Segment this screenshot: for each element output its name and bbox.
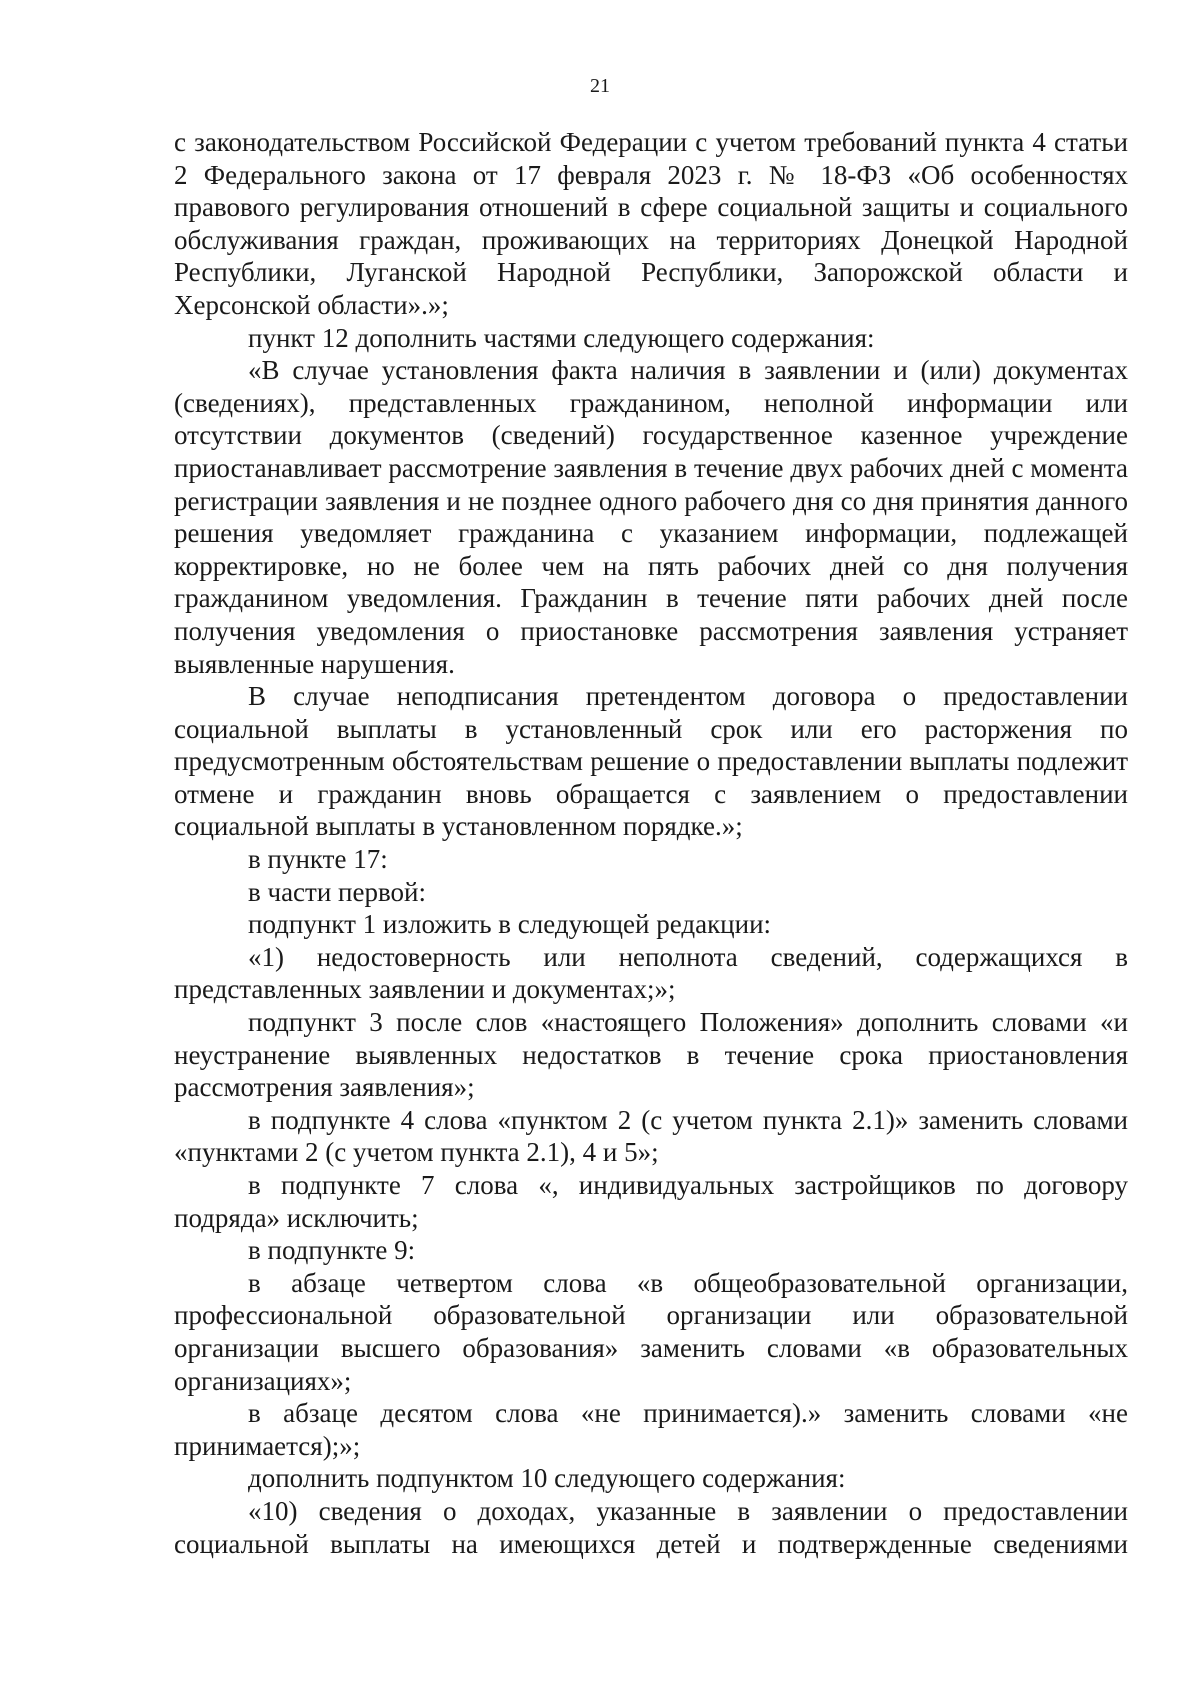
paragraph: В случае неподписания претендентом договора о предоставлении социальной выплаты в установленный срок или его расторжения по предусмотренным обстоятельствам решение о предоставлении выплаты подлежит отмене и гражданин вновь обращается с заявлением о предоставлении социальной выплаты в установленном порядке.»; [174,681,1128,842]
paragraph: подпункт 1 изложить в следующей редакции: [248,909,772,940]
paragraph: с законодательством Российской Федерации с учетом требований пункта 4 статьи 2 Федерального закона от 17 февраля 2023 г. № 18-ФЗ «Об особенностях правового регулирования отношений в сфере социальной защиты и социального обслуживания граждан, проживающих на территориях Донецкой Народной Республики, Луганской Народной Республики, Запорожской области и Херсонской области».»; [174,127,1128,320]
paragraph: в абзаце четвертом слова «в общеобразовательной организации, профессиональной образовательной организации или образовательной организации высшего образования» заменить словами «в образовательных организациях»; [174,1267,1128,1396]
paragraph: пункт 12 дополнить частями следующего содержания: [248,322,875,353]
page-number: 21 [590,75,610,97]
paragraph: «1) недостоверность или неполнота сведений, содержащихся в представленных заявлении и документах;»; [174,941,1128,1005]
paragraph: в абзаце десятом слова «не принимается).» заменить словами «не принимается);»; [174,1398,1128,1461]
paragraph: в пункте 17: [248,844,388,875]
paragraph: подпункт 3 после слов «настоящего Положения» дополнить словами «и неустранение выявленных недостатков в течение срока приостановления рассмотрения заявления»; [174,1007,1128,1103]
paragraph: в подпункте 7 слова «, индивидуальных застройщиков по договору подряда» исключить; [174,1170,1128,1233]
document-body [174,126,1128,1560]
paragraph: «10) сведения о доходах, указанные в заявлении о предоставлении социальной выплаты на имеющихся детей и подтвержденные сведениями [174,1495,1128,1559]
paragraph: дополнить подпунктом 10 следующего содержания: [248,1463,846,1494]
paragraph: в подпункте 4 слова «пунктом 2 (с учетом пункта 2.1)» заменить словами «пунктами 2 (с учетом пункта 2.1), 4 и 5»; [174,1104,1128,1168]
paragraph: в части первой: [248,876,426,907]
paragraph: в подпункте 9: [248,1235,416,1266]
paragraph: «В случае установления факта наличия в заявлении и (или) документах (сведениях), представленных гражданином, неполной информации или отсутствии документов (сведений) государственное казенное учреждение приостанавливает рассмотрение заявления в течение двух рабочих дней с момента регистрации заявления и не позднее одного рабочего дня со дня принятия данного решения уведомляет гражданина с указанием информации, подлежащей корректировке, но не более чем на пять рабочих дней со дня получения гражданином уведомления. Гражданин в течение пяти рабочих дней после получения уведомления о приостановке рассмотрения заявления устраняет выявленные нарушения. [174,355,1128,679]
